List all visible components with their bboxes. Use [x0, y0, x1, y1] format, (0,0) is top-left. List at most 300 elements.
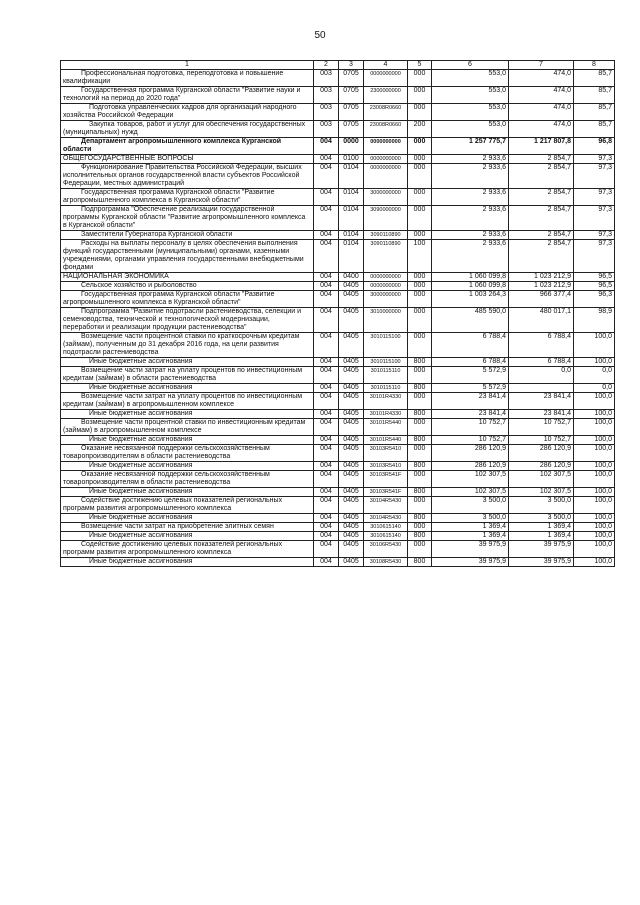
ministry-code-cell: 004: [314, 410, 339, 419]
plan-amount-cell: 2 933,6: [432, 164, 509, 189]
ministry-code-cell: 004: [314, 282, 339, 291]
table-row: [61, 104, 615, 121]
section-code-cell: 0705: [339, 70, 364, 87]
percent-cell: 100,0: [574, 358, 615, 367]
row-name-cell: Подпрограмма "Развитие подотрасли растениеводства, селекции и семеноводства, технической и технологической модернизации, переработки и реализации продукции растениеводства": [61, 308, 314, 333]
table-row: [61, 291, 615, 308]
actual-amount-cell: 474,0: [509, 121, 574, 138]
ministry-code-cell: 004: [314, 419, 339, 436]
expense-type-cell: 800: [408, 532, 432, 541]
section-code-cell: 0405: [339, 291, 364, 308]
ministry-code-cell: 004: [314, 514, 339, 523]
section-code-cell: 0405: [339, 471, 364, 488]
percent-cell: 100,0: [574, 523, 615, 532]
plan-amount-cell: 286 120,9: [432, 462, 509, 471]
row-name-cell: Государственная программа Курганской области "Развитие науки и технологий на период до 2020 года": [61, 87, 314, 104]
percent-cell: 100,0: [574, 497, 615, 514]
ministry-code-cell: 004: [314, 206, 339, 231]
plan-amount-cell: 2 933,6: [432, 206, 509, 231]
table-row: [61, 462, 615, 471]
actual-amount-cell: 286 120,9: [509, 445, 574, 462]
actual-amount-cell: 10 752,7: [509, 436, 574, 445]
target-code-cell: 30101R5440: [364, 419, 408, 436]
section-code-cell: 0104: [339, 164, 364, 189]
table-row: [61, 70, 615, 87]
target-code-cell: 30106R5430: [364, 541, 408, 558]
expense-type-cell: 000: [408, 291, 432, 308]
expense-type-cell: 000: [408, 541, 432, 558]
target-code-cell: 23008R0660: [364, 104, 408, 121]
actual-amount-cell: 6 788,4: [509, 333, 574, 358]
table-row: [61, 488, 615, 497]
target-code-cell: 0000000000: [364, 155, 408, 164]
expense-type-cell: 800: [408, 488, 432, 497]
table-row: [61, 410, 615, 419]
plan-amount-cell: 485 590,0: [432, 308, 509, 333]
section-code-cell: 0100: [339, 155, 364, 164]
table-row: [61, 282, 615, 291]
ministry-code-cell: 004: [314, 471, 339, 488]
ministry-code-cell: 004: [314, 393, 339, 410]
table-row: [61, 138, 615, 155]
target-code-cell: 0000000000: [364, 164, 408, 189]
ministry-code-cell: 004: [314, 558, 339, 567]
header-row: [61, 61, 615, 70]
plan-amount-cell: 102 307,5: [432, 488, 509, 497]
row-name-cell: Иные бюджетные ассигнования: [61, 410, 314, 419]
percent-cell: 100,0: [574, 532, 615, 541]
expense-type-cell: 800: [408, 384, 432, 393]
section-code-cell: 0705: [339, 104, 364, 121]
percent-cell: 97,3: [574, 231, 615, 240]
section-code-cell: 0405: [339, 333, 364, 358]
percent-cell: 96,5: [574, 282, 615, 291]
table-row: [61, 436, 615, 445]
table-row: [61, 532, 615, 541]
ministry-code-cell: 004: [314, 436, 339, 445]
actual-amount-cell: 480 017,1: [509, 308, 574, 333]
actual-amount-cell: 474,0: [509, 87, 574, 104]
percent-cell: 85,7: [574, 70, 615, 87]
table-row: [61, 206, 615, 231]
row-name-cell: Возмещение части процентной ставки по краткосрочным кредитам (займам), полученным до 31 декабря 2016 года, на цели развития подотрасли растениеводства: [61, 333, 314, 358]
actual-amount-cell: 1 023 212,9: [509, 273, 574, 282]
target-code-cell: 3010615140: [364, 523, 408, 532]
row-name-cell: Подготовка управленческих кадров для организаций народного хозяйства Российской Федерации: [61, 104, 314, 121]
section-code-cell: 0405: [339, 514, 364, 523]
target-code-cell: 3090110890: [364, 240, 408, 273]
row-name-cell: Содействие достижению целевых показателей региональных программ развития агропромышленного комплекса: [61, 497, 314, 514]
percent-cell: 100,0: [574, 514, 615, 523]
row-name-cell: Иные бюджетные ассигнования: [61, 488, 314, 497]
percent-cell: 100,0: [574, 471, 615, 488]
expense-type-cell: 000: [408, 164, 432, 189]
section-code-cell: 0405: [339, 541, 364, 558]
table-row: [61, 189, 615, 206]
expense-type-cell: 800: [408, 436, 432, 445]
ministry-code-cell: 004: [314, 488, 339, 497]
target-code-cell: 0000000000: [364, 282, 408, 291]
actual-amount-cell: 474,0: [509, 70, 574, 87]
plan-amount-cell: 23 841,4: [432, 393, 509, 410]
row-name-cell: Профессиональная подготовка, переподготовка и повышение квалификации: [61, 70, 314, 87]
section-code-cell: 0405: [339, 558, 364, 567]
row-name-cell: Подпрограмма "Обеспечение реализации государственной программы Курганской области "Развитие агропромышленного комплекса в Курганской области": [61, 206, 314, 231]
expense-type-cell: 000: [408, 282, 432, 291]
ministry-code-cell: 004: [314, 240, 339, 273]
target-code-cell: 30104R5430: [364, 497, 408, 514]
actual-amount-cell: 3 500,0: [509, 497, 574, 514]
section-code-cell: 0405: [339, 445, 364, 462]
header-cell-3: 3: [339, 61, 364, 70]
table-row: [61, 384, 615, 393]
actual-amount-cell: 102 307,5: [509, 488, 574, 497]
actual-amount-cell: 1 023 212,9: [509, 282, 574, 291]
percent-cell: 100,0: [574, 436, 615, 445]
target-code-cell: 3010615140: [364, 532, 408, 541]
actual-amount-cell: 3 500,0: [509, 514, 574, 523]
section-code-cell: 0405: [339, 358, 364, 367]
ministry-code-cell: 004: [314, 231, 339, 240]
ministry-code-cell: 004: [314, 384, 339, 393]
row-name-cell: Закупка товаров, работ и услуг для обеспечения государственных (муниципальных) нужд: [61, 121, 314, 138]
percent-cell: 97,3: [574, 240, 615, 273]
table-row: [61, 367, 615, 384]
actual-amount-cell: 102 307,5: [509, 471, 574, 488]
row-name-cell: Расходы на выплаты персоналу в целях обеспечения выполнения функций государственными (муниципальными) органами, казенными учреждениями, органами управления государственными внебюджетными фондами: [61, 240, 314, 273]
plan-amount-cell: 1 060 099,8: [432, 273, 509, 282]
ministry-code-cell: 004: [314, 138, 339, 155]
actual-amount-cell: 2 854,7: [509, 206, 574, 231]
row-name-cell: Функционирование Правительства Российской Федерации, высших исполнительных органов государственной власти субъектов Российской Федерации, местных администраций: [61, 164, 314, 189]
percent-cell: 97,3: [574, 155, 615, 164]
target-code-cell: 0000000000: [364, 273, 408, 282]
plan-amount-cell: 553,0: [432, 121, 509, 138]
actual-amount-cell: 6 788,4: [509, 358, 574, 367]
row-name-cell: Иные бюджетные ассигнования: [61, 436, 314, 445]
plan-amount-cell: 6 788,4: [432, 358, 509, 367]
header-cell-4: 4: [364, 61, 408, 70]
expense-type-cell: 000: [408, 419, 432, 436]
plan-amount-cell: 2 933,6: [432, 155, 509, 164]
section-code-cell: 0405: [339, 436, 364, 445]
target-code-cell: 3010115110: [364, 384, 408, 393]
section-code-cell: 0405: [339, 488, 364, 497]
table-row: [61, 231, 615, 240]
target-code-cell: 30101R4330: [364, 393, 408, 410]
plan-amount-cell: 39 975,9: [432, 541, 509, 558]
percent-cell: 100,0: [574, 541, 615, 558]
plan-amount-cell: 1 369,4: [432, 532, 509, 541]
percent-cell: 97,3: [574, 206, 615, 231]
section-code-cell: 0405: [339, 419, 364, 436]
header-cell-1: 1: [61, 61, 314, 70]
target-code-cell: 3000000000: [364, 291, 408, 308]
section-code-cell: 0405: [339, 384, 364, 393]
expense-type-cell: 000: [408, 206, 432, 231]
row-name-cell: Иные бюджетные ассигнования: [61, 558, 314, 567]
plan-amount-cell: 10 752,7: [432, 436, 509, 445]
actual-amount-cell: 23 841,4: [509, 393, 574, 410]
ministry-code-cell: 004: [314, 358, 339, 367]
target-code-cell: 30103R5410: [364, 445, 408, 462]
table-row: [61, 164, 615, 189]
table-body: [61, 61, 615, 567]
expense-type-cell: 000: [408, 189, 432, 206]
table-row: [61, 308, 615, 333]
expense-type-cell: 000: [408, 308, 432, 333]
actual-amount-cell: 1 217 807,8: [509, 138, 574, 155]
table-row: [61, 541, 615, 558]
percent-cell: 100,0: [574, 419, 615, 436]
expense-type-cell: 200: [408, 121, 432, 138]
actual-amount-cell: 2 854,7: [509, 189, 574, 206]
section-code-cell: 0104: [339, 240, 364, 273]
percent-cell: 100,0: [574, 462, 615, 471]
target-code-cell: 3010115100: [364, 333, 408, 358]
row-name-cell: Оказание несвязанной поддержки сельскохозяйственным товаропроизводителям в области растениеводства: [61, 445, 314, 462]
expense-type-cell: 000: [408, 231, 432, 240]
actual-amount-cell: 2 854,7: [509, 231, 574, 240]
expense-type-cell: 800: [408, 410, 432, 419]
expense-type-cell: 000: [408, 367, 432, 384]
percent-cell: 0,0: [574, 384, 615, 393]
row-name-cell: Возмещение части затрат на уплату процентов по инвестиционным кредитам (займам) в области растениеводства: [61, 367, 314, 384]
plan-amount-cell: 3 500,0: [432, 514, 509, 523]
row-name-cell: Заместители Губернатора Курганской области: [61, 231, 314, 240]
actual-amount-cell: 2 854,7: [509, 164, 574, 189]
section-code-cell: 0405: [339, 367, 364, 384]
actual-amount-cell: 474,0: [509, 104, 574, 121]
expense-type-cell: 100: [408, 240, 432, 273]
target-code-cell: 30101R5440: [364, 436, 408, 445]
table-row: [61, 471, 615, 488]
percent-cell: 85,7: [574, 87, 615, 104]
row-name-cell: Иные бюджетные ассигнования: [61, 514, 314, 523]
ministry-code-cell: 004: [314, 155, 339, 164]
expense-type-cell: 000: [408, 87, 432, 104]
target-code-cell: 3090110890: [364, 231, 408, 240]
row-name-cell: Возмещение части затрат на приобретение элитных семян: [61, 523, 314, 532]
percent-cell: 100,0: [574, 558, 615, 567]
expense-type-cell: 000: [408, 497, 432, 514]
header-cell-8: 8: [574, 61, 615, 70]
row-name-cell: Возмещение части процентной ставки по инвестиционным кредитам (займам) в агропромышленном комплексе: [61, 419, 314, 436]
expense-type-cell: 800: [408, 462, 432, 471]
actual-amount-cell: 1 369,4: [509, 523, 574, 532]
ministry-code-cell: 004: [314, 445, 339, 462]
target-code-cell: 2300000000: [364, 87, 408, 104]
ministry-code-cell: 003: [314, 87, 339, 104]
plan-amount-cell: 2 933,6: [432, 240, 509, 273]
table-row: [61, 558, 615, 567]
target-code-cell: 30103R541F: [364, 471, 408, 488]
ministry-code-cell: 004: [314, 497, 339, 514]
plan-amount-cell: 6 788,4: [432, 333, 509, 358]
expense-type-cell: 000: [408, 393, 432, 410]
target-code-cell: 3090000000: [364, 206, 408, 231]
table-row: [61, 333, 615, 358]
actual-amount-cell: [509, 384, 574, 393]
actual-amount-cell: 23 841,4: [509, 410, 574, 419]
target-code-cell: 3000000000: [364, 189, 408, 206]
expense-type-cell: 000: [408, 445, 432, 462]
section-code-cell: 0405: [339, 282, 364, 291]
table-row: [61, 121, 615, 138]
actual-amount-cell: 2 854,7: [509, 240, 574, 273]
table-row: [61, 273, 615, 282]
page-number: 50: [314, 30, 326, 41]
expense-type-cell: 000: [408, 104, 432, 121]
row-name-cell: Государственная программа Курганской области "Развитие агропромышленного комплекса в Курганской области": [61, 291, 314, 308]
section-code-cell: 0405: [339, 308, 364, 333]
table-row: [61, 240, 615, 273]
ministry-code-cell: 004: [314, 462, 339, 471]
expense-type-cell: 800: [408, 358, 432, 367]
plan-amount-cell: 1 003 264,3: [432, 291, 509, 308]
row-name-cell: Иные бюджетные ассигнования: [61, 532, 314, 541]
section-code-cell: 0104: [339, 231, 364, 240]
actual-amount-cell: 286 120,9: [509, 462, 574, 471]
percent-cell: 96,5: [574, 273, 615, 282]
actual-amount-cell: 2 854,7: [509, 155, 574, 164]
percent-cell: 100,0: [574, 410, 615, 419]
percent-cell: 0,0: [574, 367, 615, 384]
row-name-cell: ОБЩЕГОСУДАРСТВЕННЫЕ ВОПРОСЫ: [61, 155, 314, 164]
expense-type-cell: 000: [408, 273, 432, 282]
table-row: [61, 393, 615, 410]
target-code-cell: 23008R0660: [364, 121, 408, 138]
section-code-cell: 0705: [339, 121, 364, 138]
target-code-cell: 30103R541F: [364, 488, 408, 497]
percent-cell: 85,7: [574, 104, 615, 121]
header-cell-6: 6: [432, 61, 509, 70]
plan-amount-cell: 553,0: [432, 87, 509, 104]
plan-amount-cell: 1 257 775,7: [432, 138, 509, 155]
section-code-cell: 0405: [339, 410, 364, 419]
target-code-cell: 30101R4330: [364, 410, 408, 419]
table-row: [61, 87, 615, 104]
row-name-cell: Оказание несвязанной поддержки сельскохозяйственным товаропроизводителям в области растениеводства: [61, 471, 314, 488]
plan-amount-cell: 553,0: [432, 70, 509, 87]
ministry-code-cell: 004: [314, 273, 339, 282]
plan-amount-cell: 10 752,7: [432, 419, 509, 436]
plan-amount-cell: 23 841,4: [432, 410, 509, 419]
ministry-code-cell: 003: [314, 104, 339, 121]
actual-amount-cell: 0,0: [509, 367, 574, 384]
ministry-code-cell: 004: [314, 308, 339, 333]
section-code-cell: 0104: [339, 189, 364, 206]
actual-amount-cell: 39 975,9: [509, 558, 574, 567]
table-row: [61, 155, 615, 164]
table-row: [61, 445, 615, 462]
row-name-cell: Иные бюджетные ассигнования: [61, 384, 314, 393]
expense-type-cell: 000: [408, 138, 432, 155]
ministry-code-cell: 004: [314, 367, 339, 384]
plan-amount-cell: 1 369,4: [432, 523, 509, 532]
target-code-cell: 30108R5430: [364, 558, 408, 567]
target-code-cell: 0000000000: [364, 138, 408, 155]
ministry-code-cell: 004: [314, 523, 339, 532]
expense-type-cell: 000: [408, 333, 432, 358]
ministry-code-cell: 004: [314, 541, 339, 558]
expense-type-cell: 000: [408, 523, 432, 532]
ministry-code-cell: 004: [314, 291, 339, 308]
target-code-cell: 3010115110: [364, 367, 408, 384]
table-row: [61, 514, 615, 523]
actual-amount-cell: 39 975,9: [509, 541, 574, 558]
header-cell-7: 7: [509, 61, 574, 70]
section-code-cell: 0000: [339, 138, 364, 155]
section-code-cell: 0705: [339, 87, 364, 104]
expense-type-cell: 800: [408, 514, 432, 523]
row-name-cell: НАЦИОНАЛЬНАЯ ЭКОНОМИКА: [61, 273, 314, 282]
plan-amount-cell: 5 572,9: [432, 384, 509, 393]
ministry-code-cell: 004: [314, 164, 339, 189]
section-code-cell: 0405: [339, 497, 364, 514]
percent-cell: 97,3: [574, 189, 615, 206]
percent-cell: 98,9: [574, 308, 615, 333]
ministry-code-cell: 003: [314, 70, 339, 87]
plan-amount-cell: 1 060 099,8: [432, 282, 509, 291]
row-name-cell: Сельское хозяйство и рыболовство: [61, 282, 314, 291]
plan-amount-cell: 102 307,5: [432, 471, 509, 488]
budget-table: [60, 60, 615, 567]
expense-type-cell: 800: [408, 558, 432, 567]
section-code-cell: 0405: [339, 462, 364, 471]
plan-amount-cell: 286 120,9: [432, 445, 509, 462]
plan-amount-cell: 553,0: [432, 104, 509, 121]
row-name-cell: Государственная программа Курганской области "Развитие агропромышленного комплекса в Курганской области": [61, 189, 314, 206]
target-code-cell: 3010000000: [364, 308, 408, 333]
header-cell-5: 5: [408, 61, 432, 70]
percent-cell: 96,8: [574, 138, 615, 155]
table-row: [61, 523, 615, 532]
section-code-cell: 0104: [339, 206, 364, 231]
header-cell-2: 2: [314, 61, 339, 70]
target-code-cell: 0000000000: [364, 70, 408, 87]
ministry-code-cell: 004: [314, 532, 339, 541]
actual-amount-cell: 10 752,7: [509, 419, 574, 436]
target-code-cell: 3010115100: [364, 358, 408, 367]
actual-amount-cell: 1 369,4: [509, 532, 574, 541]
row-name-cell: Содействие достижению целевых показателей региональных программ развития агропромышленного комплекса: [61, 541, 314, 558]
plan-amount-cell: 39 975,9: [432, 558, 509, 567]
expense-type-cell: 000: [408, 155, 432, 164]
plan-amount-cell: 2 933,6: [432, 189, 509, 206]
section-code-cell: 0405: [339, 532, 364, 541]
plan-amount-cell: 3 500,0: [432, 497, 509, 514]
ministry-code-cell: 004: [314, 333, 339, 358]
row-name-cell: Возмещение части затрат на уплату процентов по инвестиционным кредитам (займам) в агропромышленном комплексе: [61, 393, 314, 410]
expense-type-cell: 000: [408, 471, 432, 488]
plan-amount-cell: 2 933,6: [432, 231, 509, 240]
expense-type-cell: 000: [408, 70, 432, 87]
percent-cell: 100,0: [574, 445, 615, 462]
percent-cell: 85,7: [574, 121, 615, 138]
actual-amount-cell: 966 377,4: [509, 291, 574, 308]
target-code-cell: 30104R5430: [364, 514, 408, 523]
percent-cell: 100,0: [574, 488, 615, 497]
target-code-cell: 30103R5410: [364, 462, 408, 471]
percent-cell: 97,3: [574, 164, 615, 189]
table-row: [61, 419, 615, 436]
section-code-cell: 0405: [339, 393, 364, 410]
ministry-code-cell: 004: [314, 189, 339, 206]
percent-cell: 100,0: [574, 393, 615, 410]
row-name-cell: Иные бюджетные ассигнования: [61, 358, 314, 367]
percent-cell: 100,0: [574, 333, 615, 358]
